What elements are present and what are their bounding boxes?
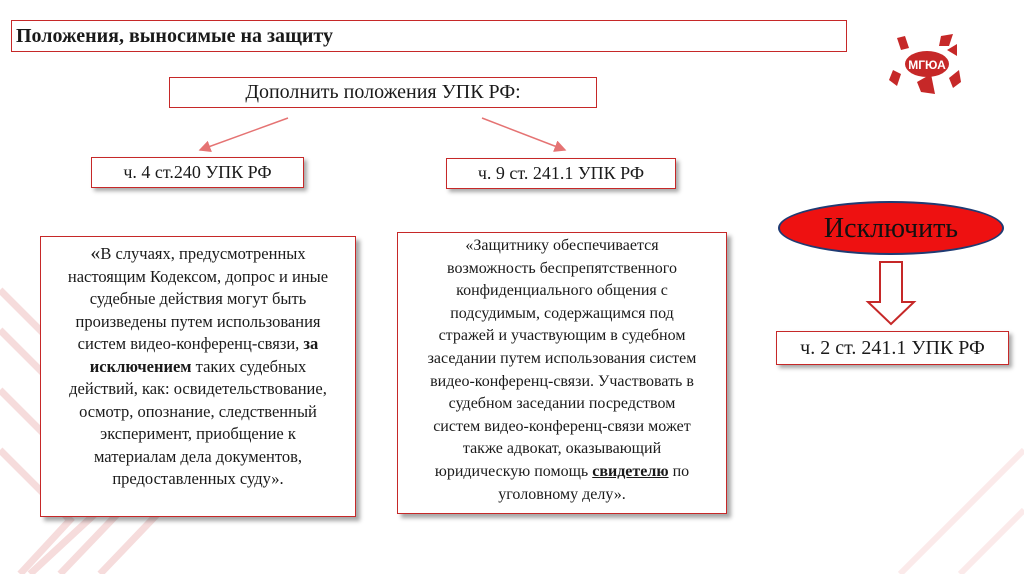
- arrow-right: [482, 118, 565, 150]
- down-arrow-icon: [868, 262, 914, 324]
- quote-box-middle: «Защитнику обеспечивается возможность беспрепятственного конфиденциального общения с подсудимым, содержащимся под стражей и участвующим в судебном заседании путем использования систем видео-конференц-связи. Участвовать в судебном заседании посредством систем видео-конференц-связи может также адвокат, оказывающий юридическую помощь свидетелю по уголовному делу».: [397, 232, 727, 514]
- logo-text: МГЮА: [908, 58, 946, 72]
- ref-box-middle: ч. 9 ст. 241.1 УПК РФ: [446, 158, 676, 189]
- slide-title: Положения, выносимые на защиту: [11, 20, 847, 52]
- exclude-oval: Исключить: [778, 201, 1004, 255]
- ref-box-right: ч. 2 ст. 241.1 УПК РФ: [776, 331, 1009, 365]
- heading-box: Дополнить положения УПК РФ:: [169, 77, 597, 108]
- ref-box-left: ч. 4 ст.240 УПК РФ: [91, 157, 304, 188]
- arrow-left: [200, 118, 288, 150]
- quote-box-left: «В случаях, предусмотренных настоящим Кодексом, допрос и иные судебные действия могут быть произведены путем использования систем видео-конференц-связи, за исключением таких судебных действий, как: освидетельствование, осмотр, опознание, следственный эксперимент, приобщение к материалам дела документов, предоставленных суду».: [40, 236, 356, 517]
